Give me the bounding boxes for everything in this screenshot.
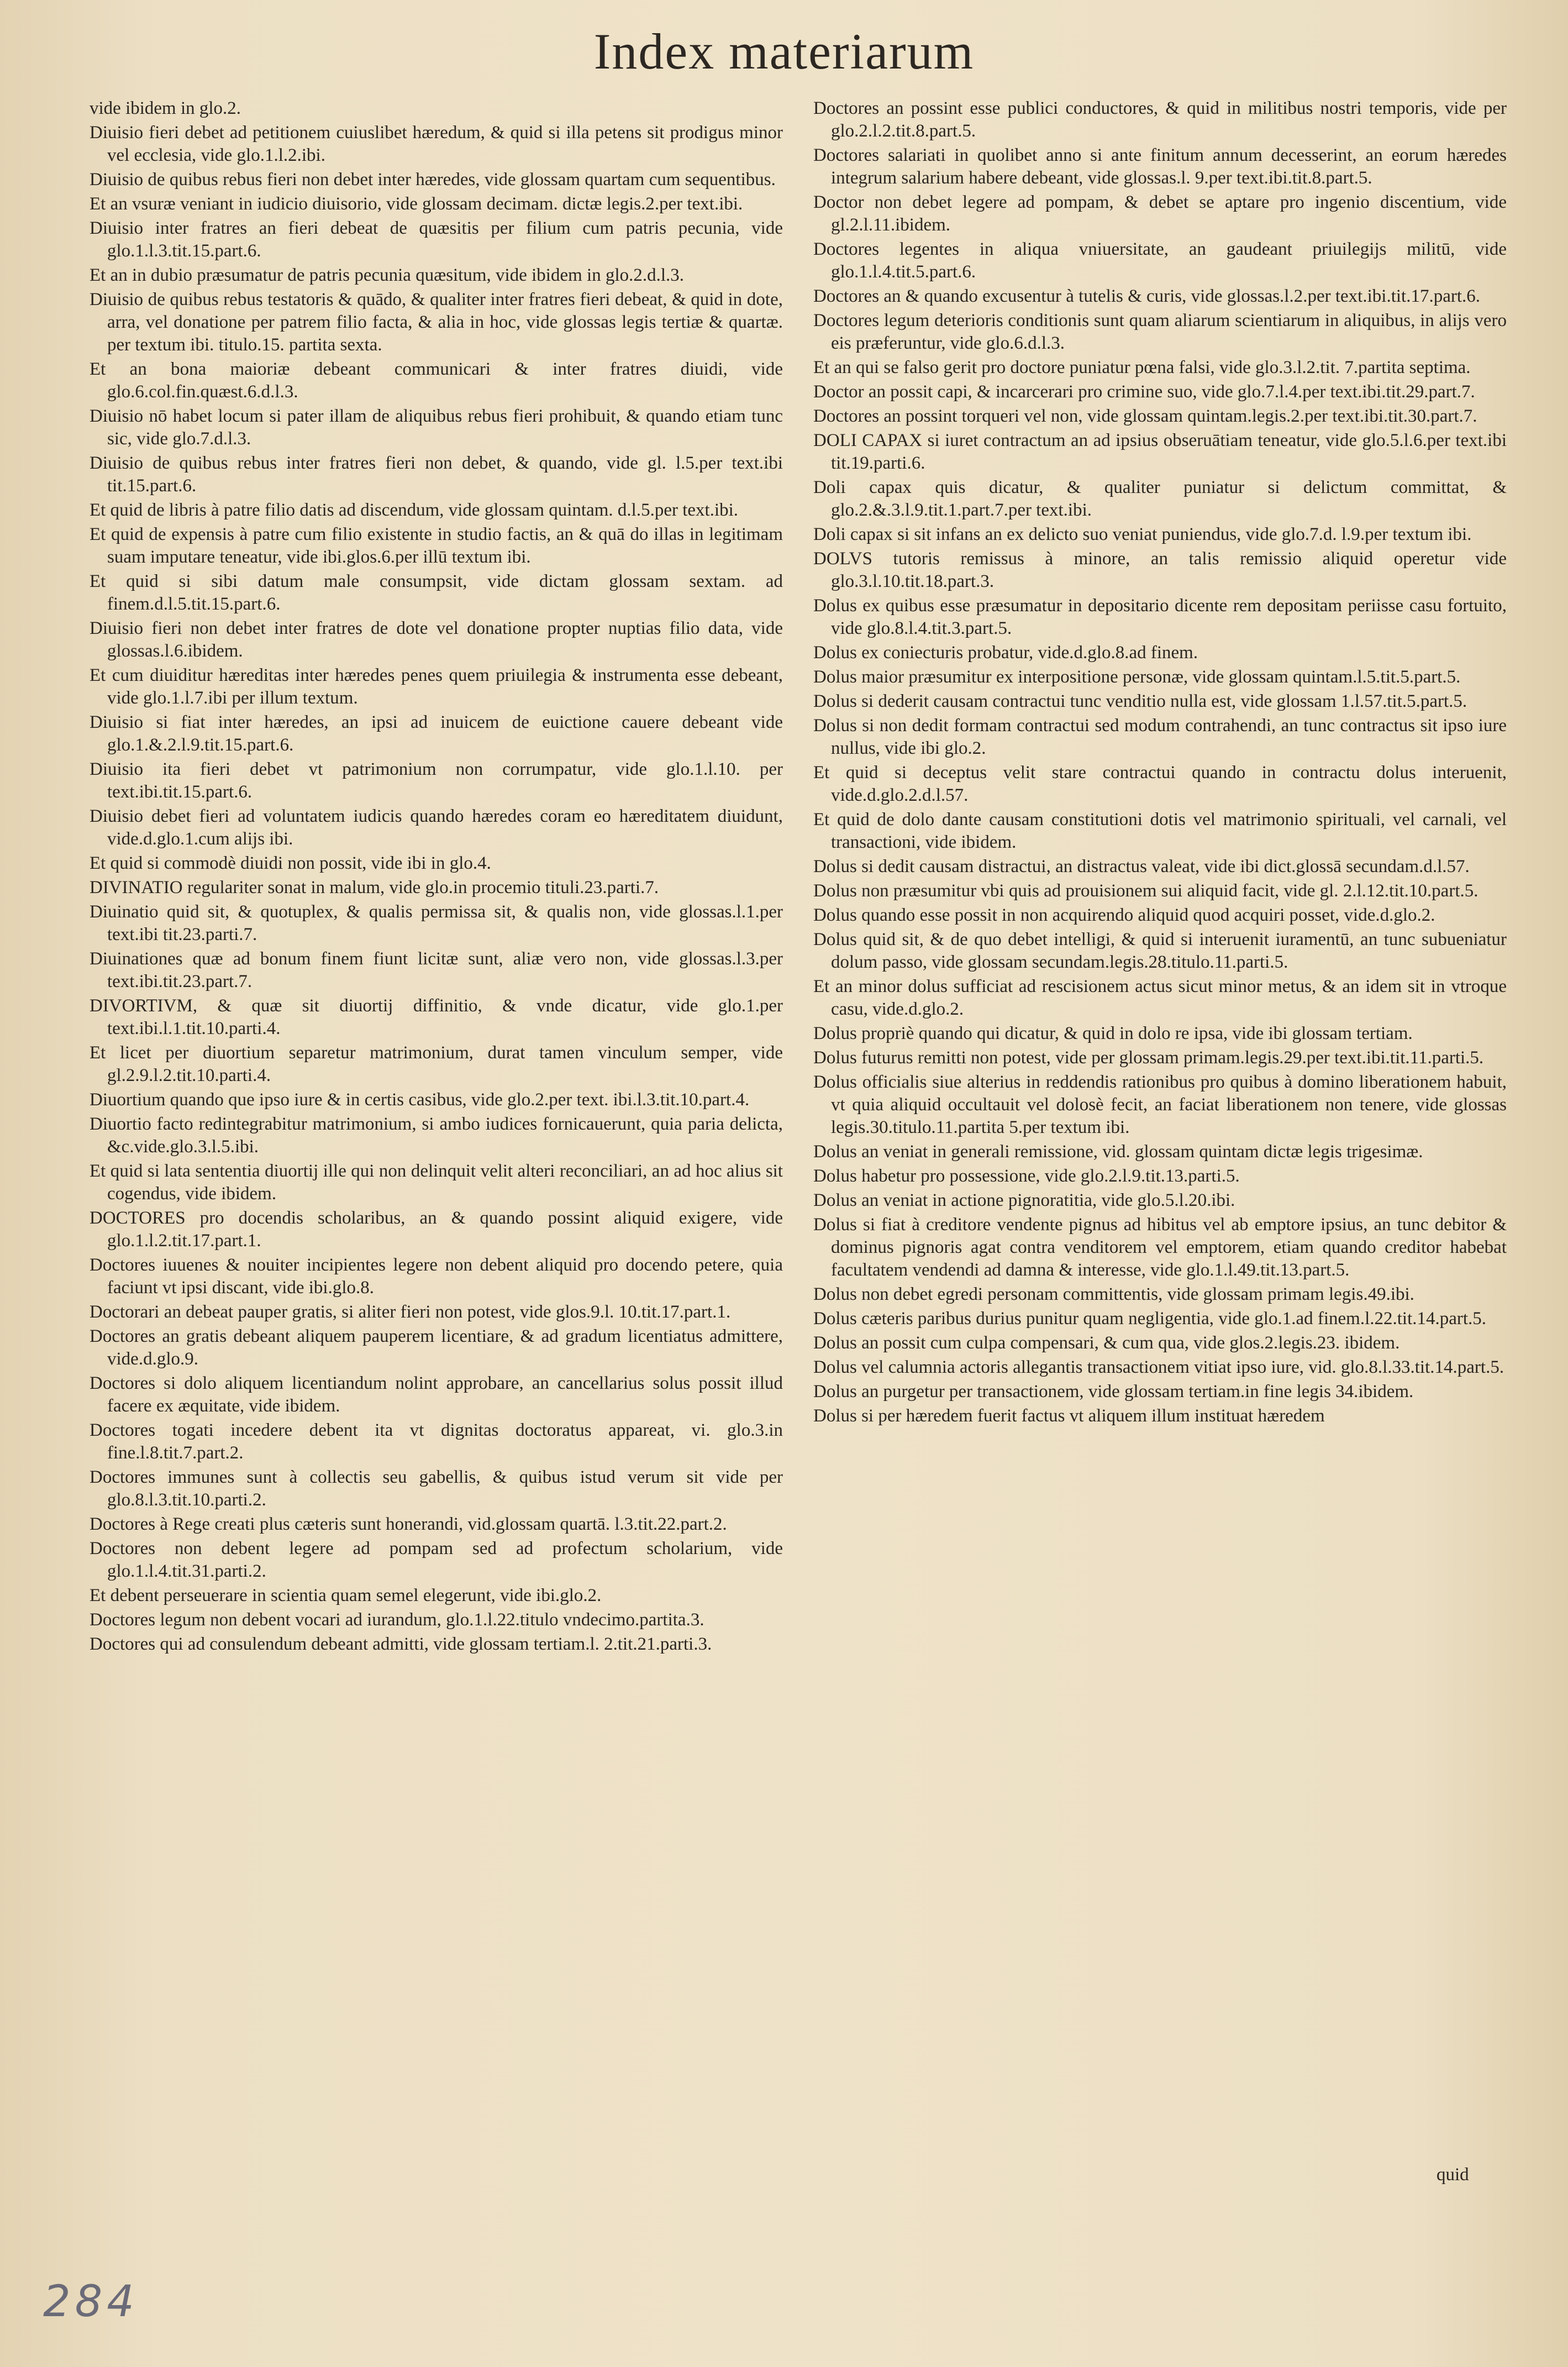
- index-entry: Doctores si dolo aliquem licentiandum nolint approbare, an cancellarius solus possit illud facere ex æquitate, vide ibidem.: [90, 1373, 783, 1416]
- index-entry: Doctores non debent legere ad pompam sed ad profectum scholarium, vide glo.1.l.4.tit.31.parti.2.: [90, 1539, 783, 1581]
- index-entry: Et quid si deceptus velit stare contractui quando in contractu dolus interuenit, vide.d.glo.2.d.l.57.: [813, 763, 1507, 805]
- index-entry: Doctor an possit capi, & incarcerari pro crimine suo, vide glo.7.l.4.per text.ibi.tit.29.part.7.: [813, 382, 1475, 402]
- index-entry: Et an vsuræ veniant in iudicio diuisorio, vide glossam decimam. dictæ legis.2.per text.ibi.: [90, 194, 743, 214]
- index-entry: Dolus an purgetur per transactionem, vide glossam tertiam.in fine legis 34.ibidem.: [813, 1382, 1414, 1402]
- index-entry: Doctores an possint esse publici conductores, & quid in militibus nostri temporis, vide per glo.2.l.2.tit.8.part.5.: [813, 98, 1507, 141]
- index-entry: Et an qui se falso gerit pro doctore puniatur pœna falsi, vide glo.3.l.2.tit. 7.partita septima.: [813, 358, 1471, 377]
- index-entry: Doctores legum deterioris conditionis sunt quam aliarum scientiarum in aliquibus, in alijs vero eis præferuntur, vide glo.6.d.l.3.: [813, 311, 1507, 353]
- index-entry: Doctores togati incedere debent ita vt dignitas doctoratus appareat, vi. glo.3.in fine.l.8.tit.7.part.2.: [90, 1420, 783, 1463]
- index-entry: Et debent perseuerare in scientia quam semel elegerunt, vide ibi.glo.2.: [90, 1586, 602, 1605]
- index-entry: Dolus cæteris paribus durius punitur quam negligentia, vide glo.1.ad finem.l.22.tit.14.part.5.: [813, 1309, 1487, 1329]
- catchword: quid: [1437, 2165, 1469, 2185]
- index-entry: Diuisio fieri debet ad petitionem cuiuslibet hæredum, & quid si illa petens sit prodigus minor vel ecclesia, vide glo.1.l.2.ibi.: [90, 123, 783, 165]
- index-entry: Dolus si dedit causam distractui, an distractus valeat, vide ibi dict.glossā secundam.d.l.57.: [813, 857, 1470, 877]
- index-entry: Diuisio si fiat inter hæredes, an ipsi ad inuicem de euictione cauere debeant vide glo.1.&.2.l.9.tit.15.part.6.: [90, 712, 783, 755]
- index-entry: Diuisio inter fratres an fieri debeat de quæsitis per filium cum patris pecunia, vide glo.1.l.3.tit.15.part.6.: [90, 218, 783, 261]
- index-entry: Dolus si non dedit formam contractui sed modum contrahendi, an tunc contractus sit ipso iure nullus, vide ibi glo.2.: [813, 716, 1507, 758]
- index-entry: Et an minor dolus sufficiat ad rescisionem actus sicut minor metus, & an idem sit in vtroque casu, vide.d.glo.2.: [813, 977, 1507, 1019]
- index-entry: Et licet per diuortium separetur matrimonium, durat tamen vinculum semper, vide gl.2.9.l.2.tit.10.parti.4.: [90, 1043, 783, 1085]
- index-entry: Dolus quando esse possit in non acquirendo aliquid quod acquiri posset, vide.d.glo.2.: [813, 905, 1435, 925]
- index-entry: Doctores salariati in quolibet anno si ante finitum annum decesserint, an eorum hæredes integrum salarium habere debeant, vide glossas.l. 9.per text.ibi.tit.8.part.5.: [813, 145, 1507, 188]
- index-entry: DOCTORES pro docendis scholaribus, an & quando possint aliquid exigere, vide glo.1.l.2.tit.17.part.1.: [90, 1208, 783, 1251]
- index-entry: Diuisio de quibus rebus fieri non debet inter hæredes, vide glossam quartam cum sequentibus.: [90, 170, 776, 190]
- index-entry: Doctores an & quando excusentur à tutelis & curis, vide glossas.l.2.per text.ibi.tit.17.part.6.: [813, 286, 1480, 306]
- index-entry: Dolus si fiat à creditore vendente pignus ad hibitus vel ab emptore ipsius, an tunc debitor & dominus pignoris agat contra venditorem vel emptorem, etiam quando creditor habebat facultatem vendendi ad damna & interesse, vide glo.1.l.49.tit.13.part.5.: [813, 1215, 1507, 1280]
- index-entry: Dolus officialis siue alterius in reddendis rationibus pro quibus à domino liberationem habuit, vt quia aliquid occultauit vel dolosè fecit, an faciat liberationem non tenere, vide glossas legis.30.titulo.11.partita 5.per textum ibi.: [813, 1072, 1507, 1137]
- index-entry: Diuisio nō habet locum si pater illam de aliquibus rebus fieri prohibuit, & quando etiam tunc sic, vide glo.7.d.l.3.: [90, 406, 783, 449]
- index-entry: Doctores legum non debent vocari ad iurandum, glo.1.l.22.titulo vndecimo.partita.3.: [90, 1610, 704, 1630]
- index-column-right: [813, 97, 1507, 1429]
- index-entry: Et an bona maioriæ debeant communicari & inter fratres diuidi, vide glo.6.col.fin.quæst.6.d.l.3.: [90, 359, 783, 402]
- index-entry: Dolus an veniat in actione pignoratitia, vide glo.5.l.20.ibi.: [813, 1190, 1235, 1210]
- index-entry: DOLI CAPAX si iuret contractum an ad ipsius obseruātiam teneatur, vide glo.5.l.6.per text.ibi tit.19.parti.6.: [813, 431, 1507, 473]
- index-entry: Doctorari an debeat pauper gratis, si aliter fieri non potest, vide glos.9.l. 10.tit.17.part.1.: [90, 1302, 731, 1322]
- index-entry: Doli capax si sit infans an ex delicto suo veniat puniendus, vide glo.7.d. l.9.per textum ibi.: [813, 524, 1472, 544]
- index-entry: Dolus ex quibus esse præsumatur in depositario dicente rem depositam periisse casu fortuito, vide glo.8.l.4.tit.3.part.5.: [813, 596, 1507, 638]
- index-entry: Diuisio ita fieri debet vt patrimonium non corrumpatur, vide glo.1.l.10. per text.ibi.tit.15.part.6.: [90, 759, 783, 802]
- index-entry: Dolus non præsumitur vbi quis ad prouisionem sui aliquid facit, vide gl. 2.l.12.tit.10.part.5.: [813, 881, 1478, 901]
- index-entry: Dolus an veniat in generali remissione, vid. glossam quintam dictæ legis trigesimæ.: [813, 1142, 1423, 1162]
- index-entry: Diuisio de quibus rebus inter fratres fieri non debet, & quando, vide gl. l.5.per text.ibi tit.15.part.6.: [90, 453, 783, 496]
- index-entry: Diuisio fieri non debet inter fratres de dote vel donatione propter nuptias filio data, vide glossas.l.6.ibidem.: [90, 618, 783, 661]
- index-entry: Dolus habetur pro possessione, vide glo.2.l.9.tit.13.parti.5.: [813, 1166, 1240, 1186]
- index-entry: Dolus maior præsumitur ex interpositione personæ, vide glossam quintam.l.5.tit.5.part.5.: [813, 667, 1461, 687]
- index-entry: Doctores iuuenes & nouiter incipientes legere non debent aliquid pro docendo petere, quia faciunt vt ipsi discant, vide ibi.glo.8.: [90, 1255, 783, 1298]
- index-entry: Diuinatio quid sit, & quotuplex, & qualis permissa sit, & qualis non, vide glossas.l.1.per text.ibi tit.23.parti.7.: [90, 902, 783, 944]
- index-entry: Dolus vel calumnia actoris allegantis transactionem vitiat ipso iure, vid. glo.8.l.33.tit.14.part.5.: [813, 1357, 1504, 1377]
- index-entry: Et quid si sibi datum male consumpsit, vide dictam glossam sextam. ad finem.d.l.5.tit.15.part.6.: [90, 571, 783, 614]
- index-entry: Dolus propriè quando qui dicatur, & quid in dolo re ipsa, vide ibi glossam tertiam.: [813, 1024, 1413, 1043]
- index-entry: Doctores à Rege creati plus cæteris sunt honerandi, vid.glossam quartā. l.3.tit.22.part.2.: [90, 1514, 727, 1534]
- index-entry: Doctores an gratis debeant aliquem pauperem licentiare, & ad gradum licentiatus admittere, vide.d.glo.9.: [90, 1326, 783, 1369]
- index-entry: Et quid de dolo dante causam constitutioni dotis vel matrimonio spirituali, vel carnali, vel transactioni, vide ibidem.: [813, 810, 1507, 852]
- index-entry: DOLVS tutoris remissus à minore, an talis remissio aliquid operetur vide glo.3.l.10.tit.18.part.3.: [813, 549, 1507, 591]
- index-entry: Diuortium quando que ipso iure & in certis casibus, vide glo.2.per text. ibi.l.3.tit.10.part.4.: [90, 1090, 750, 1110]
- index-column-left: [90, 97, 783, 1657]
- index-entry: DIVORTIVM, & quæ sit diuortij diffinitio, & vnde dicatur, vide glo.1.per text.ibi.l.1.tit.10.parti.4.: [90, 996, 783, 1038]
- index-entry: Dolus ex coniecturis probatur, vide.d.glo.8.ad finem.: [813, 643, 1198, 663]
- index-entry: Dolus an possit cum culpa compensari, & cum qua, vide glos.2.legis.23. ibidem.: [813, 1333, 1400, 1353]
- index-entry: vide ibidem in glo.2.: [90, 98, 241, 118]
- index-entry: Et an in dubio præsumatur de patris pecunia quæsitum, vide ibidem in glo.2.d.l.3.: [90, 265, 685, 285]
- index-entry: Doctores qui ad consulendum debeant admitti, vide glossam tertiam.l. 2.tit.21.parti.3.: [90, 1634, 712, 1654]
- index-entry: Et quid si lata sententia diuortij ille qui non delinquit velit alteri reconciliari, an ad hoc alius sit cogendus, vide ibidem.: [90, 1161, 783, 1204]
- index-entry: DIVINATIO regulariter sonat in malum, vide glo.in procemio tituli.23.parti.7.: [90, 878, 659, 898]
- index-entry: Doctores an possint torqueri vel non, vide glossam quintam.legis.2.per text.ibi.tit.30.part.7.: [813, 406, 1477, 426]
- index-entry: Et quid de expensis à patre cum filio existente in studio factis, an & quā do illas in legitimam suam imputare teneatur, vide ibi.glos.6.per illū textum ibi.: [90, 524, 783, 567]
- index-entry: Diuortio facto redintegrabitur matrimonium, si ambo iudices fornicauerunt, quia paria delicta, &c.vide.glo.3.l.5.ibi.: [90, 1114, 783, 1157]
- index-entry: Diuinationes quæ ad bonum finem fiunt licitæ sunt, aliæ vero non, vide glossas.l.3.per text.ibi.tit.23.part.7.: [90, 949, 783, 991]
- index-entry: Et cum diuiditur hæreditas inter hæredes penes quem priuilegia & instrumenta esse debeant, vide glo.1.l.7.ibi per illum textum.: [90, 665, 783, 708]
- index-entry: Dolus non debet egredi personam committentis, vide glossam primam legis.49.ibi.: [813, 1284, 1414, 1304]
- index-entry: Et quid si commodè diuidi non possit, vide ibi in glo.4.: [90, 853, 491, 873]
- index-entry: Diuisio de quibus rebus testatoris & quādo, & qualiter inter fratres fieri debeat, & quid in dote, arra, vel donatione per patrem filio facta, & alia in hoc, vide glossas legis tertiæ & quartæ. per textum ibi. titulo.15. partita sexta.: [90, 290, 783, 355]
- index-entry: Dolus si per hæredem fuerit factus vt aliquem illum instituat hæredem: [813, 1406, 1325, 1426]
- page-title: Index materiarum: [593, 23, 975, 80]
- index-entry: Et quid de libris à patre filio datis ad discendum, vide glossam quintam. d.l.5.per text.ibi.: [90, 500, 739, 520]
- handwritten-folio-number: 284: [43, 2277, 139, 2327]
- index-entry: Dolus si dederit causam contractui tunc venditio nulla est, vide glossam 1.l.57.tit.5.part.5.: [813, 691, 1467, 711]
- index-entry: Diuisio debet fieri ad voluntatem iudicis quando hæredes coram eo hæreditatem diuidunt, vide.d.glo.1.cum alijs ibi.: [90, 806, 783, 849]
- index-entry: Doctores immunes sunt à collectis seu gabellis, & quibus istud verum sit vide per glo.8.l.3.tit.10.parti.2.: [90, 1467, 783, 1510]
- index-entry: Doctores legentes in aliqua vniuersitate, an gaudeant priuilegijs militū, vide glo.1.l.4.tit.5.part.6.: [813, 239, 1507, 282]
- index-entry: Dolus futurus remitti non potest, vide per glossam primam.legis.29.per text.ibi.tit.11.parti.5.: [813, 1048, 1484, 1068]
- index-entry: Doctor non debet legere ad pompam, & debet se aptare pro ingenio discentium, vide gl.2.l.11.ibidem.: [813, 192, 1507, 235]
- index-entry: Dolus quid sit, & de quo debet intelligi, & quid si interuenit iuramentū, an tunc subueniatur dolum passo, vide glossam secundam.legis.28.titulo.11.parti.5.: [813, 930, 1507, 972]
- index-entry: Doli capax quis dicatur, & qualiter puniatur si delictum committat, & glo.2.&.3.l.9.tit.1.part.7.per text.ibi.: [813, 477, 1507, 520]
